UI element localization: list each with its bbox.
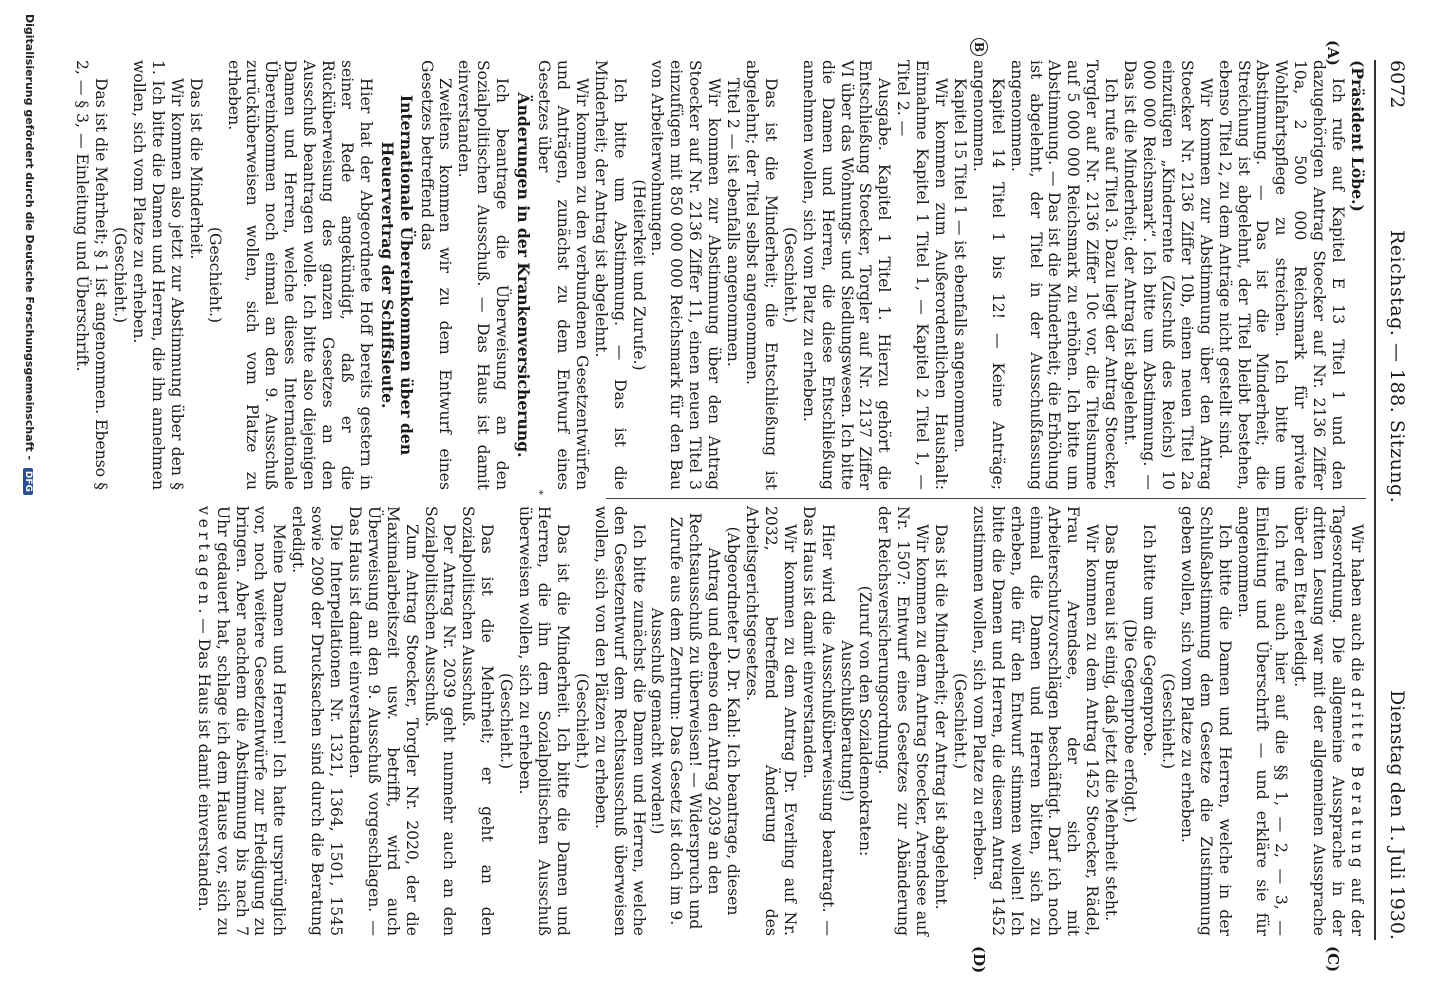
paragraph: Kapitel 15 Titel 1 — ist ebenfalls angenommen. (950, 78, 969, 453)
footnote-mark: * (533, 490, 544, 495)
digitization-credit (23, 14, 36, 974)
stage-direction: (Geschieht.) (950, 672, 969, 770)
paragraph: Wir kommen zur Abstimmung über den Antrag Stoecker Nr. 2136 Ziffer 10b, einen neuen Titel 2a einzufügen „Kinderrente (Zuschuß des Reichs) 10 000 000 Reichsmark“. Ich bitte um Abstimmung. — Das ist die Minderheit; der Antrag ist abgelehnt. (1121, 60, 1215, 490)
paragraph: Wir kommen zu dem Antrag Dr. Everling auf Nr. 2032, betreffend Änderung des Arbeitsgerichtsgesetzes. (743, 506, 799, 936)
stage-direction: (Abgeordneter D. Dr. Kahl: Ich beantrage, diesen Antrag und ebenso den Antrag 2039 an den Rechtsausschuß zu überweisen! — Widerspruch und Zurufe aus dem Zentrum: Das Gesetz ist doch im 9. Ausschuß gemacht worden!) (648, 512, 743, 930)
header-rule (1374, 60, 1376, 940)
stage-direction: (Geschieht.) (780, 226, 799, 324)
column-divider (606, 498, 1366, 499)
spaced-emphasis: dritte Beratung (1348, 687, 1366, 872)
left-column (72, 60, 1366, 490)
stage-direction: (Geschieht.) (205, 226, 224, 324)
paragraph: Ausgabe. Kapitel 1 Titel 1. Hierzu gehört die Entschließung Stoecker, Torgler auf Nr. 2137 Ziffer VI über das Wohnungs- und Siedlungswesen. Ich bitte die Damen und Herren, die diese Entschließung annehmen wollen, sich vom Platz zu erheben. (799, 60, 894, 490)
paragraph: Wir kommen also jetzt zur Abstimmung über den § 1. Ich bitte die Damen und Herren, die ihn annehmen wollen, sich vom Platze zu erheben. (130, 60, 186, 490)
section-heading: Änderungen in der Krankenversicherung. (514, 92, 534, 458)
session-date: Dienstag den 1. Juli 1930. (1386, 690, 1408, 940)
right-column (194, 506, 1366, 936)
paragraph: Das ist die Minderheit. (186, 78, 205, 260)
paragraph: Ich beantrage die Überweisung an den Sozialpolitischen Ausschuß. — Das Haus ist damit einverstanden. (455, 60, 512, 490)
paragraph: Ich bitte um die Gegenprobe. (1140, 524, 1159, 757)
paragraph: Zweitens kommen wir zu dem Entwurf eines Gesetzes betreffend das (417, 60, 455, 490)
stage-direction: (Geschieht.) (497, 672, 516, 770)
paragraph: Ich bitte um Abstimmung. — Das ist die Minderheit; der Antrag ist abgelehnt. (591, 60, 629, 490)
paragraph: Wir kommen zum Außerordentlichen Haushalt: Einnahme Kapitel 1 Titel 1, — Kapitel 2 Titel 1, — Titel 2. — (894, 60, 951, 490)
paragraph: Ich rufe auch hier auf die §§ 1, — 2, — 3, — Einleitung und Überschrift — und erkläre sie für angenommen. (1234, 506, 1291, 936)
margin-marker-a: (A) (1324, 40, 1342, 66)
paragraph: Ich bitte zunächst die Damen und Herren, welche den Gesetzentwurf dem Rechtsausschuß überweisen wollen, sich von den Plätzen zu erheben. (591, 506, 648, 936)
stage-direction: (Heiterkeit und Zurufe.) (629, 179, 648, 371)
paragraph: Das Bureau ist einig, daß jetzt die Mehrheit steht. (1102, 524, 1121, 922)
paragraph: Die Interpellationen Nr. 1321, 1364, 1501, 1545 sowie 2090 der Drucksachen sind durch die Beratung erledigt. (289, 506, 346, 936)
paragraph: Das ist die Mehrheit; er geht an den Sozialpolitischen Ausschuß. (459, 506, 497, 936)
paragraph: Wir kommen zu den verbundenen Gesetzentwürfen und Anträgen, zunächst zu dem Entwurf eines Gesetzes über (535, 60, 591, 490)
page-header (1378, 60, 1408, 940)
speaker-label: (Präsident Löbe.) (1348, 60, 1367, 212)
margin-marker-c: (C) (1324, 946, 1342, 973)
margin-marker-d: (D) (970, 946, 988, 974)
paragraph: Das ist die Minderheit. Ich bitte die Damen und Herren, die ihn dem Sozialpolitischen Ausschuß überweisen wollen, sich zu erheben. (516, 506, 572, 936)
paragraph: Wir kommen zu dem Antrag 1452 Stoecker, Rädel, Frau Arendsee, der sich mit Arbeiterschutzvorschlägen beschäftigt. Darf ich noch einmal die Damen und Herren bitten, sich zu erheben, die für den Entwurf stimmen wollen! Ich bitte die Damen und Herren, die diesem Antrag 1452 zustimmen wollen, sich vom Platze zu erheben. (969, 506, 1102, 936)
paragraph: Wir haben auch die dritte Beratung auf der Tagesordnung. Die allgemeine Aussprache in der dritten Lesung war mit der allgemeinen Aussprache über den Etat erledigt. (1291, 506, 1366, 936)
stage-direction: (Die Gegenprobe erfolgt.) (1121, 619, 1140, 823)
page-number: 6072 (1386, 60, 1408, 109)
paragraph: Ich bitte die Damen und Herren, welche in der Schlußabstimmung dem Gesetze die Zustimmung geben wollen, sich vom Platze zu erheben. (1177, 506, 1234, 936)
paragraph: Zum Antrag Stoecker, Torgler Nr. 2020, der die Maximalarbeitszeit usw. betrifft, wird auch Überweisung an den 9. Ausschuß vorgeschlagen. — Das Haus ist damit einverstanden. (345, 506, 421, 936)
session-title: Reichstag. — 188. Sitzung. (1386, 230, 1408, 504)
paragraph: Titel 2 — ist ebenfalls angenommen. (724, 78, 743, 367)
paragraph: Ich rufe auf Kapitel E 13 Titel 1 und den dazugehörigen Antrag Stoecker auf Nr. 2136 Ziffer 10a, 2 500 000 Reichsmark für private Wohlfahrtspflege zu streichen. Ich bitte um Abstimmung. — Das ist die Minderheit; die Streichung ist abgelehnt, der Titel bleibt bestehen, ebenso Titel 2, zu dem Anträge nicht gestellt sind. (1215, 60, 1348, 490)
stage-direction: (Geschieht.) (572, 672, 591, 770)
paragraph: Der Antrag Nr. 2039 geht nunmehr auch an den Sozialpolitischen Ausschuß. (421, 506, 459, 936)
paragraph: Ich rufe auf Titel 3. Dazu liegt der Antrag Stoecker, Torgler auf Nr. 2136 Ziffer 10c vor, die Titelsumme auf 5 000 000 Reichsmark zu erhöhen. Ich bitte um Abstimmung. — Das ist die Minderheit; die Erhöhung ist abgelehnt, der Titel in der Ausschußfassung angenommen. (1007, 60, 1121, 490)
stage-direction: (Geschieht.) (111, 226, 130, 324)
paragraph: Das ist die Minderheit; die Entschließung ist abgelehnt; der Titel selbst angenommen. (743, 60, 780, 490)
paragraph: Wir kommen zur Abstimmung über den Antrag Stoecker auf Nr. 2136 Ziffer 11, einen neuen Titel 3 einzufügen mit 850 000 000 Reichsmark für den Bau von Arbeiterwohnungen. (648, 60, 724, 490)
margin-marker-b: B (970, 38, 988, 56)
paragraph: Das ist die Mehrheit; § 1 ist angenommen. Ebenso § 2, — § 3, — Einleitung und Überschrift. (73, 60, 111, 490)
paragraph: Hier hat der Abgeordnete Hoff bereits gestern in seiner Rede angekündigt, daß er die Rücküberweisung des ganzen Gesetzes an den Ausschuß beantragen wolle. Ich bitte also diejenigen Damen und Herren, welche dieses Internationale Übereinkommen noch einmal an den 9. Ausschuß zurücküberweisen wollen, sich vom Platze zu erheben. (224, 60, 375, 490)
stage-direction: (Zuruf von den Sozialdemokraten: Ausschußberatung!) (837, 585, 875, 857)
spaced-emphasis: vertagen (194, 506, 213, 609)
stage-direction: (Geschieht.) (1158, 672, 1177, 770)
paragraph: Kapitel 14 Titel 1 bis 12! — Keine Anträge; angenommen. (969, 60, 1007, 490)
paragraph: Hier wird die Ausschußüberweisung beantragt. — Das Haus ist damit einverstanden. (799, 506, 837, 936)
paragraph: Meine Damen und Herren! Ich hatte ursprünglich vor, noch weitere Gesetzentwürfe zur Erledigung zu bringen. Aber nachdem die Abstimmung bis nach 7 Uhr gedauert hat, schlage ich dem Hause vor, sich zu vertagen. — Das Haus ist damit einverstanden. (194, 506, 289, 936)
section-heading: Internationale Übereinkommen über den Heuervertrag der Schiffsleute. (377, 94, 416, 456)
paragraph: Das ist die Minderheit; der Antrag ist abgelehnt. (932, 524, 951, 910)
credit-text: Digitalisierung gefördert durch die Deutsche Forschungsgemeinschaft - (23, 14, 36, 461)
paragraph: Wir kommen zu dem Antrag Stoecker, Arendsee auf Nr. 1507: Entwurf eines Gesetzes zur Abänderung der Reichsversicherungsordnung. (875, 506, 932, 936)
dfg-logo: DFG (23, 468, 33, 495)
